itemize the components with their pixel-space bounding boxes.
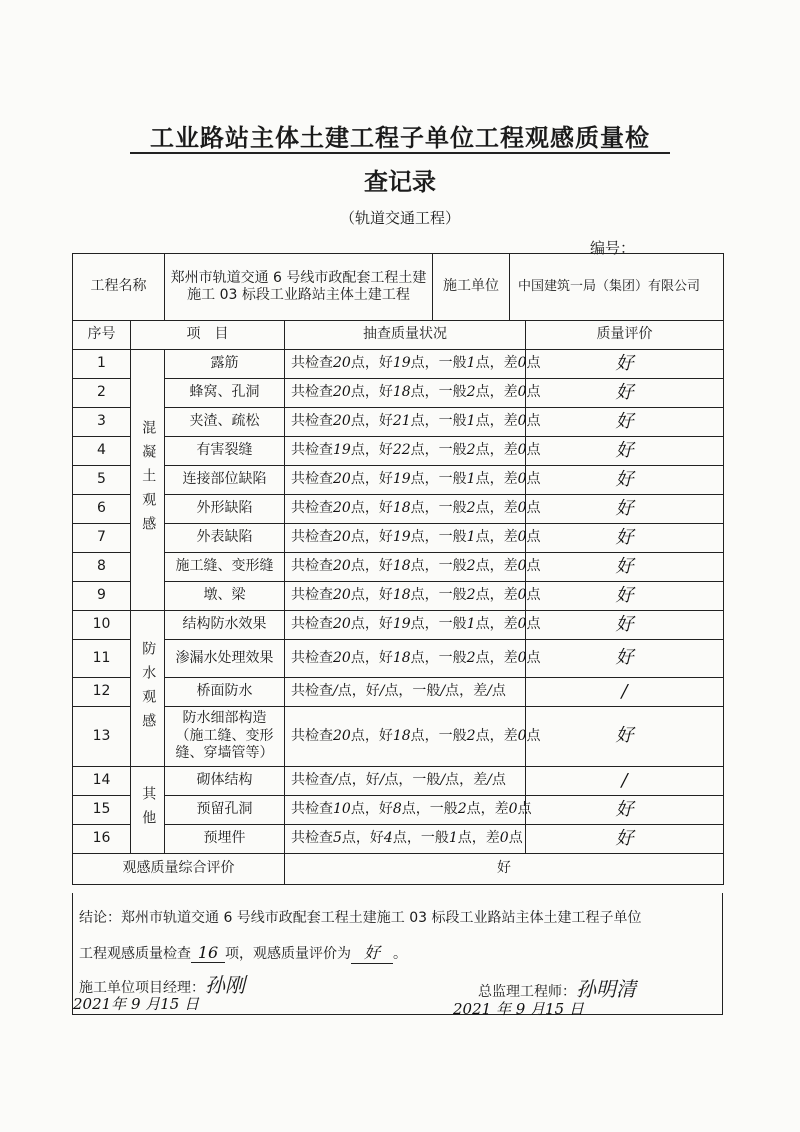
row-number: 15	[73, 796, 131, 825]
label-poor: 点，差	[475, 529, 518, 546]
item-name: 预埋件	[165, 825, 285, 854]
row-number: 3	[73, 408, 131, 437]
row-number: 4	[73, 437, 131, 466]
check-status	[285, 553, 541, 582]
count-normal: /	[440, 772, 446, 789]
item-name: 桥面防水	[165, 678, 285, 707]
label-good: 点，好	[350, 471, 393, 488]
count-good: 18	[392, 727, 411, 744]
count-poor: 0	[517, 355, 527, 372]
count-normal: 1	[466, 471, 476, 488]
table-row	[73, 767, 724, 796]
count-poor: 0	[508, 801, 518, 818]
count-poor: 0	[517, 500, 527, 517]
label-good: 点，好	[350, 801, 393, 818]
label-unit: 点	[526, 442, 541, 459]
label-good: 点，好	[350, 558, 393, 575]
label-normal: 点，一般	[410, 471, 467, 488]
rating-value: 好	[526, 611, 724, 640]
count-good: 8	[392, 801, 402, 818]
count-poor: /	[487, 683, 492, 700]
count-good: 18	[392, 558, 411, 575]
item-name: 预留孔洞	[165, 796, 285, 825]
rating-value: 好	[526, 379, 724, 408]
item-name: 外表缺陷	[165, 524, 285, 553]
row-number: 11	[73, 640, 131, 678]
label-total: 共检查	[291, 683, 333, 700]
label-unit: 点	[526, 558, 541, 575]
rating-value: 好	[526, 553, 724, 582]
label-total: 共检查	[291, 801, 333, 818]
table-row	[73, 466, 724, 495]
table-row	[73, 524, 724, 553]
label-unit: 点	[526, 529, 541, 546]
label-good: 点，好	[350, 384, 393, 401]
count-total: 20	[333, 413, 351, 430]
count-poor: 0	[517, 442, 527, 459]
check-status	[285, 796, 532, 825]
label-normal: 点，一般	[384, 683, 441, 700]
count-poor: 0	[517, 587, 527, 604]
table-row	[73, 582, 724, 611]
count-total: 20	[333, 558, 351, 575]
table-row	[73, 796, 724, 825]
label-poor: 点，差	[466, 801, 509, 818]
label-normal: 点，一般	[401, 801, 458, 818]
rating-value: 好	[526, 350, 724, 379]
row-number: 13	[73, 707, 131, 767]
rating-value: 好	[526, 796, 724, 825]
label-poor: 点，差	[475, 384, 518, 401]
row-number: 7	[73, 524, 131, 553]
count-normal: 2	[466, 558, 476, 575]
label-poor: 点，差	[445, 772, 488, 789]
label-poor: 点，差	[475, 558, 518, 575]
label-good: 点，好	[350, 442, 393, 459]
label-total: 共检查	[291, 649, 333, 666]
count-good: /	[379, 683, 385, 700]
rating-value: 好	[526, 582, 724, 611]
check-status	[285, 437, 541, 466]
conclusion-text-a: 工程观感质量检查	[79, 946, 191, 962]
conclusion-text-b: 项，观感质量评价为	[225, 946, 351, 962]
count-normal: 1	[466, 616, 476, 633]
item-name: 夹渣、疏松	[165, 408, 285, 437]
label-total: 共检查	[291, 355, 333, 372]
label-poor: 点，差	[475, 413, 518, 430]
rating-value: 好	[526, 707, 724, 767]
rating-value: 好	[526, 466, 724, 495]
label-poor: 点，差	[445, 683, 488, 700]
label-unit: 点	[508, 830, 523, 847]
label-normal: 点，一般	[410, 442, 467, 459]
label-unit: 点	[526, 616, 541, 633]
label-total: 共检查	[291, 558, 333, 575]
subtitle: （轨道交通工程）	[339, 209, 460, 227]
label-normal: 点，一般	[410, 355, 467, 372]
count-normal: 1	[466, 529, 476, 546]
label-unit: 点	[526, 649, 541, 666]
label-poor: 点，差	[475, 616, 518, 633]
count-good: 18	[392, 384, 411, 401]
rating-value: 好	[526, 408, 724, 437]
item-name: 外形缺陷	[165, 495, 285, 524]
group-label-other: 其他	[131, 767, 165, 854]
table-row	[73, 678, 724, 707]
label-unit: 点	[526, 471, 541, 488]
pm-label: 施工单位项目经理：	[79, 980, 205, 996]
rating-value: 好	[526, 825, 724, 854]
label-poor: 点，差	[475, 471, 518, 488]
check-status	[285, 582, 541, 611]
label-good: 点，好	[337, 683, 380, 700]
info-row	[73, 254, 724, 321]
count-normal: 2	[466, 587, 476, 604]
group-label-waterproof: 防水观感	[131, 611, 165, 767]
label-normal: 点，一般	[410, 727, 467, 744]
col-seq: 序号	[73, 321, 131, 350]
row-number: 2	[73, 379, 131, 408]
row-number: 16	[73, 825, 131, 854]
label-normal: 点，一般	[410, 616, 467, 633]
table-row	[73, 707, 724, 767]
check-status	[285, 678, 526, 707]
supervisor-label: 总监理工程师：	[478, 984, 576, 1000]
count-poor: 0	[517, 558, 527, 575]
label-good: 点，好	[341, 830, 384, 847]
label-total: 共检查	[291, 413, 333, 430]
title-underline	[130, 152, 670, 154]
check-status	[285, 524, 541, 553]
conclusion-line-2	[79, 940, 407, 964]
group-label-concrete: 混凝土观感	[131, 350, 165, 611]
rating-value: 好	[526, 640, 724, 678]
label-good: 点，好	[350, 727, 393, 744]
label-poor: 点，差	[475, 442, 518, 459]
label-total: 共检查	[291, 500, 333, 517]
check-status	[285, 825, 526, 854]
label-unit: 点	[491, 683, 506, 700]
count-total: 19	[333, 442, 351, 459]
count-good: 22	[392, 442, 411, 459]
overall-label: 观感质量综合评价	[73, 854, 285, 885]
count-total: 20	[333, 384, 351, 401]
title-line-2: 查记录	[364, 168, 436, 196]
count-good: 19	[392, 616, 411, 633]
count-poor: 0	[517, 384, 527, 401]
conclusion-rating: 好	[351, 940, 393, 964]
table-body	[73, 321, 724, 854]
label-unit: 点	[526, 384, 541, 401]
count-normal: 2	[457, 801, 467, 818]
item-name: 渗漏水处理效果	[165, 640, 285, 678]
conclusion-line-1: 结论：郑州市轨道交通 6 号线市政配套工程土建施工 03 标段工业路站主体土建工程子单位	[79, 910, 642, 926]
label-good: 点，好	[350, 587, 393, 604]
count-poor: 0	[517, 616, 527, 633]
row-number: 6	[73, 495, 131, 524]
item-name: 有害裂缝	[165, 437, 285, 466]
label-poor: 点，差	[457, 830, 500, 847]
label-total: 共检查	[291, 587, 333, 604]
label-normal: 点，一般	[410, 529, 467, 546]
label-poor: 点，差	[475, 649, 518, 666]
count-poor: 0	[517, 727, 527, 744]
label-unit: 点	[517, 801, 532, 818]
item-name: 施工缝、变形缝	[165, 553, 285, 582]
count-normal: /	[440, 683, 446, 700]
rating-value: 好	[526, 437, 724, 466]
count-normal: 2	[466, 500, 476, 517]
label-poor: 点，差	[475, 727, 518, 744]
item-name: 连接部位缺陷	[165, 466, 285, 495]
col-status: 抽查质量状况	[285, 321, 526, 350]
table-row	[73, 825, 724, 854]
label-normal: 点，一般	[410, 500, 467, 517]
count-total: 20	[333, 616, 351, 633]
table-row	[73, 408, 724, 437]
col-rating: 质量评价	[526, 321, 724, 350]
item-name: 防水细部构造（施工缝、变形缝、穿墙管等）	[165, 707, 285, 767]
count-good: 18	[392, 649, 411, 666]
rating-value: /	[526, 678, 724, 707]
header-row	[73, 321, 724, 350]
table-row	[73, 379, 724, 408]
count-good: 4	[383, 830, 393, 847]
row-number: 10	[73, 611, 131, 640]
row-number: 9	[73, 582, 131, 611]
count-total: /	[333, 772, 338, 789]
label-unit: 点	[526, 727, 541, 744]
label-normal: 点，一般	[410, 558, 467, 575]
count-total: 20	[333, 727, 351, 744]
table-row	[73, 350, 724, 379]
supervisor-signature: 孙明清	[576, 977, 636, 1001]
conclusion-text-c: 。	[393, 946, 407, 962]
item-name: 砌体结构	[165, 767, 285, 796]
count-normal: 2	[466, 649, 476, 666]
row-number: 1	[73, 350, 131, 379]
count-normal: 2	[466, 384, 476, 401]
count-normal: 1	[466, 355, 476, 372]
check-status	[285, 350, 541, 379]
inspected-count: 16	[191, 943, 225, 963]
row-number: 14	[73, 767, 131, 796]
label-unit: 点	[526, 413, 541, 430]
count-poor: 0	[499, 830, 509, 847]
date-right: 2021 年 9 月15 日	[453, 1000, 584, 1018]
count-total: 20	[333, 471, 351, 488]
label-normal: 点，一般	[410, 649, 467, 666]
label-total: 共检查	[291, 442, 333, 459]
count-total: 10	[333, 801, 351, 818]
count-poor: 0	[517, 471, 527, 488]
count-total: 20	[333, 500, 351, 517]
col-item: 项 目	[131, 321, 285, 350]
overall-row	[73, 854, 724, 885]
label-total: 共检查	[291, 471, 333, 488]
label-good: 点，好	[337, 772, 380, 789]
label-unit: 点	[526, 587, 541, 604]
table-row	[73, 437, 724, 466]
label-good: 点，好	[350, 616, 393, 633]
pm-signature: 孙刚	[205, 973, 245, 997]
row-number: 5	[73, 466, 131, 495]
item-name: 露筋	[165, 350, 285, 379]
project-name: 郑州市轨道交通 6 号线市政配套工程土建施工 03 标段工业路站主体土建工程	[165, 254, 433, 321]
item-name: 墩、梁	[165, 582, 285, 611]
label-total: 共检查	[291, 772, 333, 789]
project-name-label: 工程名称	[73, 254, 165, 321]
table-row	[73, 640, 724, 678]
count-poor: /	[487, 772, 492, 789]
count-good: 19	[392, 355, 411, 372]
table-row	[73, 611, 724, 640]
item-name: 结构防水效果	[165, 611, 285, 640]
conclusion-block	[72, 893, 723, 1018]
row-number: 8	[73, 553, 131, 582]
count-total: 5	[333, 830, 342, 847]
label-total: 共检查	[291, 727, 333, 744]
label-poor: 点，差	[475, 587, 518, 604]
count-normal: 2	[466, 727, 476, 744]
label-unit: 点	[526, 500, 541, 517]
check-status	[285, 466, 541, 495]
count-good: 19	[392, 529, 411, 546]
count-total: 20	[333, 355, 351, 372]
label-normal: 点，一般	[410, 413, 467, 430]
count-poor: 0	[517, 413, 527, 430]
count-good: 21	[392, 413, 411, 430]
inspection-table	[72, 253, 724, 885]
count-normal: 1	[466, 413, 476, 430]
count-good: 19	[392, 471, 411, 488]
count-total: /	[333, 683, 338, 700]
label-total: 共检查	[291, 384, 333, 401]
check-status	[285, 707, 541, 767]
label-good: 点，好	[350, 649, 393, 666]
count-good: 18	[392, 587, 411, 604]
label-total: 共检查	[291, 830, 333, 847]
code-label: 编号：	[590, 239, 636, 257]
check-status	[285, 767, 526, 796]
rating-value: 好	[526, 495, 724, 524]
label-normal: 点，一般	[410, 384, 467, 401]
check-status	[285, 495, 541, 524]
rating-value: /	[526, 767, 724, 796]
label-normal: 点，一般	[410, 587, 467, 604]
count-normal: 2	[466, 442, 476, 459]
count-total: 20	[333, 587, 351, 604]
count-total: 20	[333, 649, 351, 666]
label-poor: 点，差	[475, 355, 518, 372]
contractor-label: 施工单位	[433, 254, 510, 321]
contractor: 中国建筑一局（集团）有限公司	[510, 254, 724, 321]
count-poor: 0	[517, 649, 527, 666]
table-row	[73, 553, 724, 582]
label-unit: 点	[526, 355, 541, 372]
label-unit: 点	[491, 772, 506, 789]
label-poor: 点，差	[475, 500, 518, 517]
label-good: 点，好	[350, 355, 393, 372]
count-normal: 1	[448, 830, 458, 847]
label-normal: 点，一般	[384, 772, 441, 789]
title-line-1: 工业路站主体土建工程子单位工程观感质量检	[130, 118, 670, 153]
label-good: 点，好	[350, 529, 393, 546]
label-good: 点，好	[350, 413, 393, 430]
date-left: 2021年 9 月15 日	[73, 995, 200, 1013]
check-status	[285, 379, 541, 408]
count-poor: 0	[517, 529, 527, 546]
label-normal: 点，一般	[392, 830, 449, 847]
check-status	[285, 611, 541, 640]
table-row	[73, 495, 724, 524]
count-good: /	[379, 772, 385, 789]
label-good: 点，好	[350, 500, 393, 517]
count-total: 20	[333, 529, 351, 546]
item-name: 蜂窝、孔洞	[165, 379, 285, 408]
label-total: 共检查	[291, 616, 333, 633]
check-status	[285, 408, 541, 437]
rating-value: 好	[526, 524, 724, 553]
count-good: 18	[392, 500, 411, 517]
row-number: 12	[73, 678, 131, 707]
label-total: 共检查	[291, 529, 333, 546]
overall-value: 好	[285, 854, 724, 885]
check-status	[285, 640, 541, 678]
